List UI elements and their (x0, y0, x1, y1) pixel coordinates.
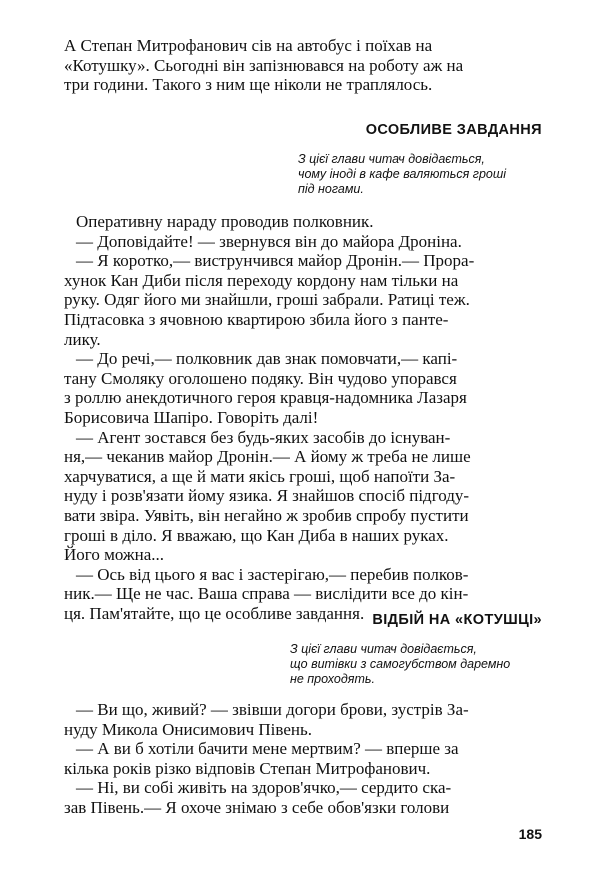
epigraph-line: чому іноді в кафе валяються гроші (298, 167, 506, 181)
text-line: нуду Микола Онисимович Півень. (64, 719, 312, 739)
epigraph-line: не проходять. (290, 672, 375, 686)
text-line: — До речі,— полковник дав знак помовчати,— капі- (76, 349, 458, 369)
section-title-special-task: ОСОБЛИВЕ ЗАВДАННЯ (365, 122, 542, 138)
text-line: — А ви б хотіли бачити мене мертвим? — вперше за (76, 739, 459, 759)
text-line: вати звіра. Уявіть, він негайно ж зробив спробу пустити (64, 505, 469, 525)
text-line: лику. (64, 329, 101, 349)
text-line: руку. Одяг його ми знайшли, гроші забрали. Ратиці теж. (64, 290, 470, 310)
text-line: — Агент зостався без будь-яких засобів до існуван- (76, 427, 451, 447)
section2-body (64, 700, 542, 818)
text-line: А Степан Митрофанович сів на автобус і поїхав на (64, 36, 433, 55)
page-number: 185 (518, 826, 542, 842)
text-line: ник.— Ще не час. Ваша справа — вислідити все до кін- (64, 584, 469, 604)
text-line: зав Півень.— Я охоче знімаю з себе обов'язки голови (64, 797, 450, 817)
text-line: Оперативну нараду проводив полковник. (76, 212, 374, 231)
text-line: — Ви що, живий? — звівши догори брови, зустрів За- (76, 700, 469, 719)
section1-body (64, 212, 542, 623)
text-line: ня,— чеканив майор Дронін.— А йому ж треба не лише (64, 447, 471, 467)
text-line: — Я коротко,— виструнчився майор Дронін.— Прора- (76, 251, 475, 271)
text-line: гроші в діло. Я вважаю, що Кан Диба в наших руках. (64, 525, 449, 545)
section1-epigraph (298, 152, 506, 197)
epigraph-line: під ногами. (298, 182, 364, 196)
text-line: ця. Пам'ятайте, що це особливе завдання. (64, 603, 365, 623)
text-line: тану Смоляку оголошено подяку. Він чудово упорався (64, 368, 457, 388)
section-title-kotushka: ВІДБІЙ НА «КОТУШЦІ» (372, 612, 542, 628)
text-line: з роллю анекдотичного героя кравця-надомника Лазаря (64, 388, 467, 408)
text-line: «Котушку». Сьогодні він запізнювався на роботу аж на (64, 55, 464, 75)
text-line: хунок Кан Диби після переходу кордону нам тільки на (64, 270, 459, 290)
text-line: — Ні, ви собі живіть на здоров'ячко,— сердито ска- (76, 778, 452, 798)
text-line: три години. Такого з ним ще ніколи не траплялось. (64, 75, 433, 95)
epigraph-line: що витівки з самогубством даремно (290, 657, 511, 671)
opening-paragraph (64, 36, 542, 95)
text-line: Борисовича Шапіро. Говоріть далі! (64, 407, 319, 427)
section2-epigraph (290, 642, 510, 687)
text-line: Його можна... (64, 545, 165, 565)
text-line: — Доповідайте! — звернувся він до майора Дроніна. (76, 231, 462, 251)
epigraph-line: З цієї глави читач довідається, (290, 642, 477, 656)
text-line: — Ось від цього я вас і застерігаю,— перебив полков- (76, 564, 469, 584)
text-line: харчуватися, а ще й мати якісь гроші, щоб напоїти За- (64, 466, 456, 486)
text-line: нуду і розв'язати йому язика. Я знайшов спосіб підгоду- (64, 486, 470, 506)
epigraph-line: З цієї глави читач довідається, (298, 152, 485, 166)
text-line: Підтасовка з ячовною квартирою збила його з пантe- (64, 309, 449, 329)
text-line: кілька років різко відповів Степан Митрофанович. (64, 758, 431, 778)
